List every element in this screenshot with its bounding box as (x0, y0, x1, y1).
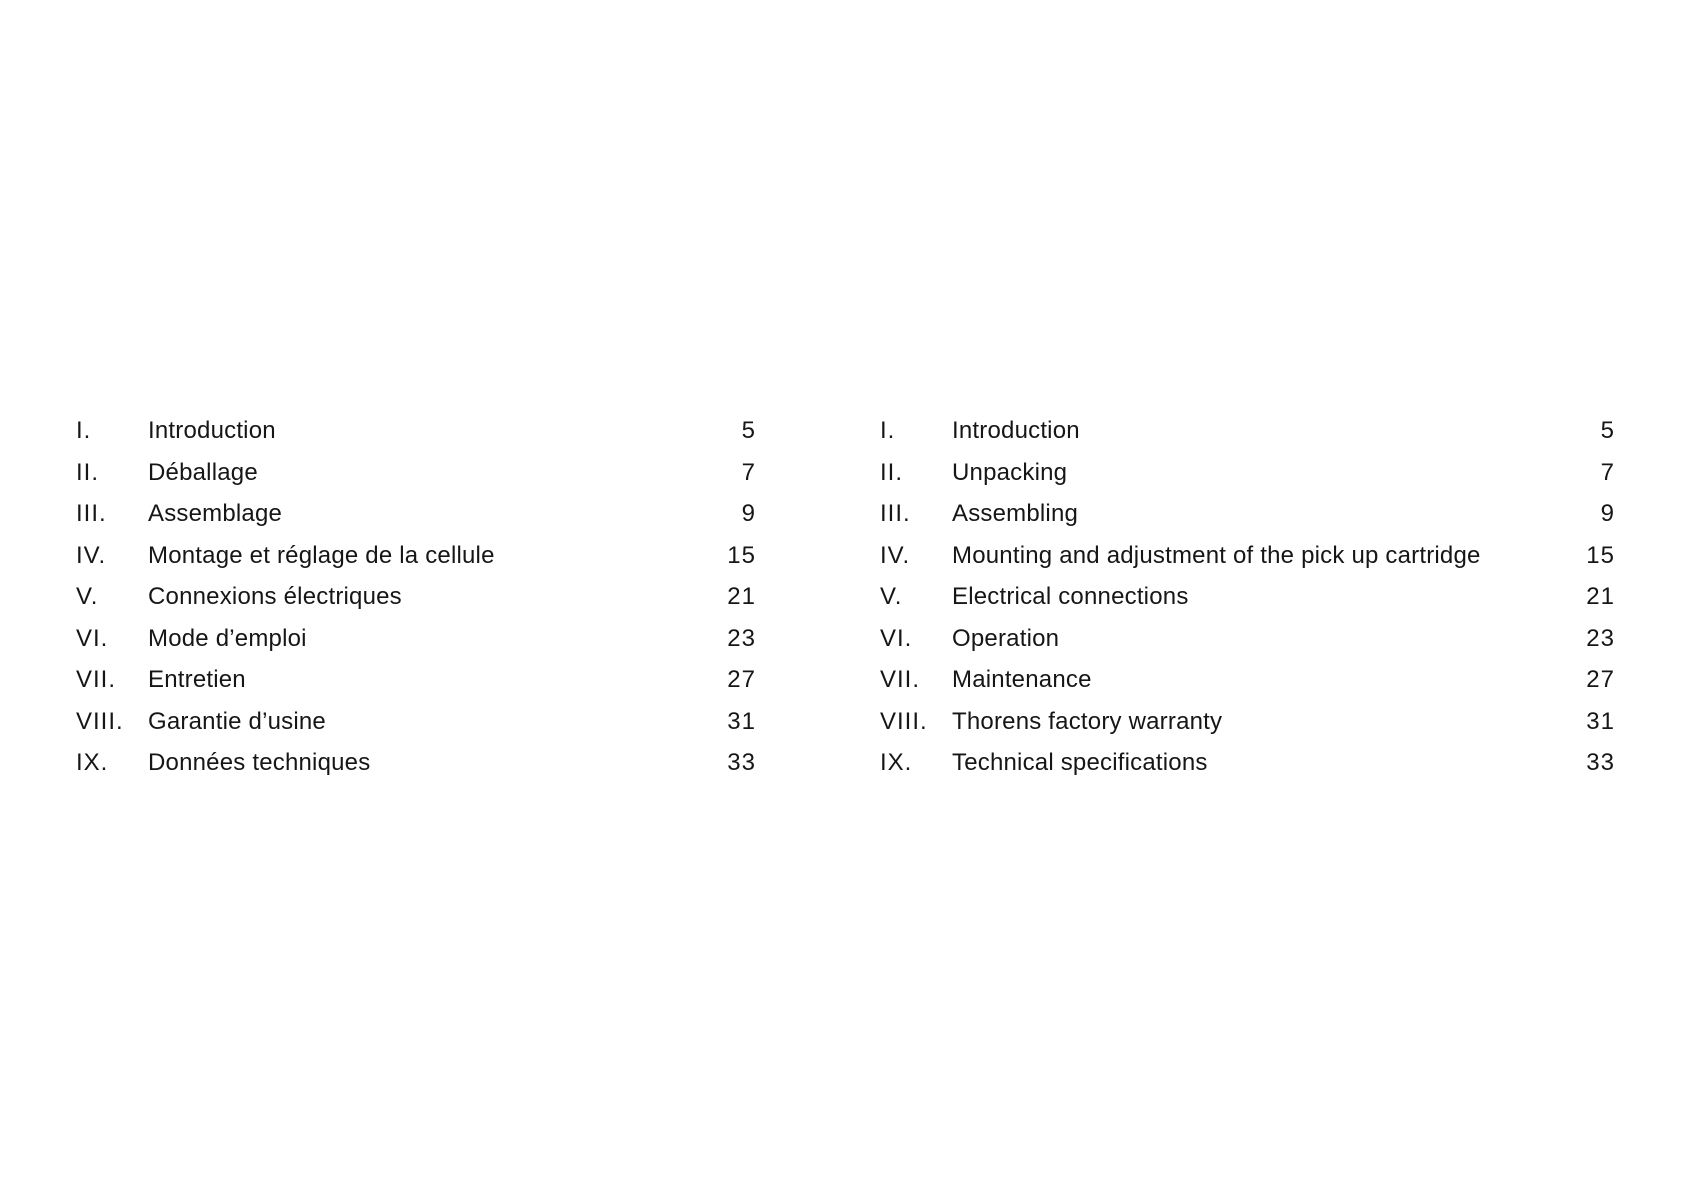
toc-entry (880, 410, 1615, 452)
toc-entry (880, 452, 1615, 494)
toc-entry-numeral: VIII. (880, 707, 928, 735)
toc-entry-page: 9 (1600, 500, 1615, 527)
toc-entry-page: 27 (727, 666, 756, 693)
toc-entry-numeral: VI. (76, 624, 109, 652)
toc-entry-numeral: III. (76, 500, 107, 527)
toc-entry-page: 21 (1586, 583, 1615, 610)
toc-entry (880, 535, 1615, 577)
toc-entry-title: Données techniques (148, 749, 371, 776)
toc-entry-numeral: IX. (880, 749, 913, 776)
toc-entry-numeral: II. (76, 458, 100, 486)
toc-entry-title: Introduction (148, 417, 276, 444)
toc-entry (76, 576, 756, 618)
toc-entry-page: 5 (1600, 417, 1615, 444)
toc-entry-page: 15 (727, 541, 756, 569)
toc-entry-title: Introduction (952, 417, 1080, 444)
toc-entry (76, 410, 756, 452)
toc-entry-title: Entretien (148, 666, 246, 693)
toc-entry-title: Electrical connections (952, 583, 1189, 610)
toc-entry (880, 618, 1615, 660)
toc-entry-numeral: IV. (76, 541, 107, 569)
toc-entry-title: Unpacking (952, 458, 1068, 486)
toc-entry-numeral: II. (880, 458, 904, 486)
toc-entry-page: 31 (727, 707, 756, 735)
toc-entry-page: 33 (1586, 749, 1615, 776)
toc-entry-page: 7 (1600, 458, 1615, 486)
toc-entry-title: Maintenance (952, 666, 1092, 693)
toc-entry-numeral: I. (880, 417, 896, 444)
toc-entry-numeral: IV. (880, 541, 911, 569)
toc-entry-title: Mode d’emploi (148, 624, 307, 652)
toc-entry-page: 15 (1586, 541, 1615, 569)
toc-entry (76, 452, 756, 494)
toc-entry-page: 5 (741, 417, 756, 444)
toc-entry-numeral: V. (76, 583, 99, 610)
toc-entry-page: 23 (1586, 624, 1615, 652)
toc-entry-numeral: III. (880, 500, 911, 527)
toc-entry (76, 701, 756, 743)
toc-entry-page: 31 (1586, 707, 1615, 735)
toc-entry-page: 21 (727, 583, 756, 610)
toc-entry (76, 659, 756, 701)
toc-entry-numeral: VII. (880, 666, 921, 693)
toc-entry (76, 535, 756, 577)
table-of-contents-french (76, 410, 756, 784)
toc-entry-numeral: I. (76, 417, 92, 444)
toc-entry (880, 659, 1615, 701)
toc-entry-title: Connexions électriques (148, 583, 402, 610)
toc-entry-page: 23 (727, 624, 756, 652)
toc-entry (880, 493, 1615, 535)
toc-entry-title: Operation (952, 624, 1060, 652)
toc-entry (880, 742, 1615, 784)
toc-entry-numeral: VI. (880, 624, 913, 652)
toc-entry (76, 493, 756, 535)
toc-entry-title: Montage et réglage de la cellule (148, 541, 495, 569)
toc-entry (76, 742, 756, 784)
toc-entry-page: 27 (1586, 666, 1615, 693)
toc-entry (880, 576, 1615, 618)
toc-entry-page: 9 (741, 500, 756, 527)
toc-entry-title: Technical specifications (952, 749, 1208, 776)
table-of-contents-english (880, 410, 1615, 784)
toc-entry-title: Assemblage (148, 500, 283, 527)
toc-entry-title: Garantie d’usine (148, 707, 326, 735)
toc-entry (880, 701, 1615, 743)
toc-entry-numeral: IX. (76, 749, 109, 776)
toc-entry-page: 7 (741, 458, 756, 486)
toc-entry-numeral: VII. (76, 666, 117, 693)
toc-entry-numeral: VIII. (76, 707, 124, 735)
toc-entry-title: Déballage (148, 458, 258, 486)
toc-entry-title: Mounting and adjustment of the pick up cartridge (952, 541, 1481, 569)
toc-entry-title: Thorens factory warranty (952, 707, 1223, 735)
toc-entry (76, 618, 756, 660)
toc-entry-numeral: V. (880, 583, 903, 610)
toc-entry-title: Assembling (952, 500, 1079, 527)
toc-entry-page: 33 (727, 749, 756, 776)
